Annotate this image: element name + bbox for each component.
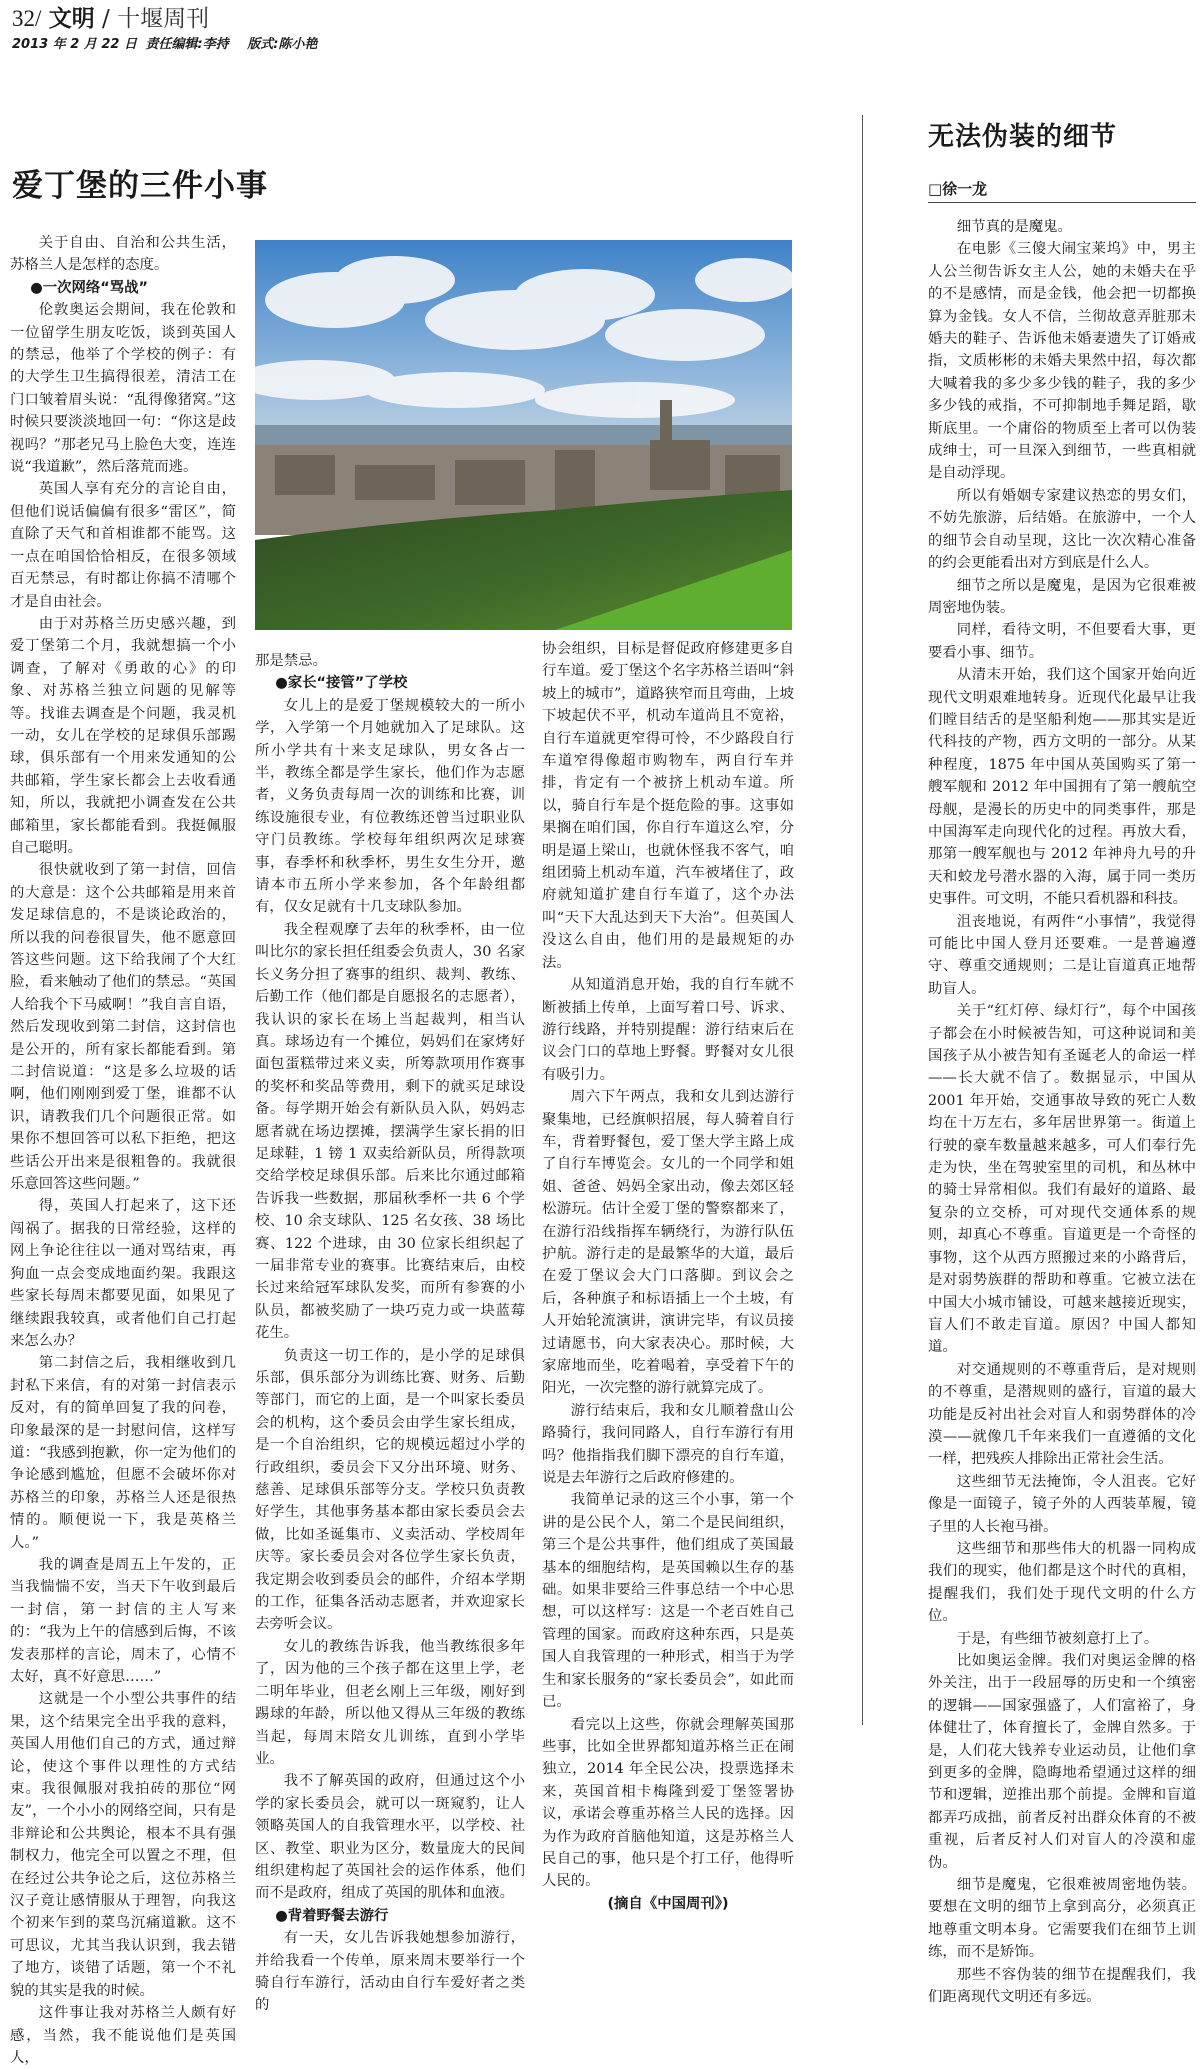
header-meta (12, 33, 321, 52)
paragraph: 负责这一切工作的，是小学的足球俱乐部，俱乐部分为训练比赛、财务、后勤等部门，而它的上面，是一个叫家长委员会的机构，这个委员会由学生家长组成，是一个自治组织，它的规模远超过小学的行政组织，委员会下又分出环境、财务、慈善、足球俱乐部等分支。学校只负责教好学生，其他事务基本都由家长委员会去做，比如圣诞集市、义卖活动、学校周年庆等。家长委员会对各位学生家长负责，我定期会收到委员会的邮件，介绍本学期的工作，征集各活动志愿者，并欢迎家长去旁听会议。 (255, 1347, 525, 1633)
issue-date: 2013 年 2 月 22 日 (12, 37, 137, 52)
layout-credit: 版式:陈小艳 (247, 37, 318, 52)
article1-column-1 (10, 232, 236, 2069)
page-number: 32/ (12, 6, 42, 31)
paragraph: 所以有婚姻专家建议热恋的男女们，不妨先旅游，后结婚。在旅游中，一个人的细节会自动呈现，这比一次次精心准备的约会更能看出对方到底是什么人。 (928, 487, 1196, 572)
paragraph: 从知道消息开始，我的自行车就不断被插上传单，上面写着口号、诉求、游行线路，并特别提醒：游行结束后在议会门口的草地上野餐。野餐对女儿很有吸引力。 (542, 977, 794, 1083)
paragraph: 很快就收到了第一封信，回信的大意是：这个公共邮箱是用来首发足球信息的，不是谈论政治的，所以我的问卷很冒失，他不愿意回答这些问题。这下给我闹了个大红脸，看来触动了他们的禁忌。“英国人给我个下马威啊！”我自言自语，然后发现收到第二封信，这封信也是公开的，所有家长都能看到。第二封信说道：“这是多么垃圾的话啊，他们刚刚到爱丁堡，谁都不认识，请教我们几个问题很正常。如果你不想回答可以私下拒绝，把这些话公开出来是很粗鲁的。我就很乐意回答这些问题。” (10, 862, 236, 1193)
paragraph: 那是禁忌。 (255, 653, 327, 669)
paragraph: 这些细节和那些伟大的机器一同构成我们的现实，他们都是这个时代的真相，提醒我们，我们处于现代文明的什么方位。 (928, 1540, 1196, 1625)
section-subheading: ●一次网络“骂战” (30, 279, 148, 296)
paragraph: 那些不容伪装的细节在提醒我们，我们距离现代文明还有多远。 (928, 1966, 1196, 2006)
paragraph: 关于自由、自治和公共生活，苏格兰人是怎样的态度。 (10, 235, 236, 274)
paragraph: 沮丧地说，有两件“小事情”，我觉得可能比中国人登月还要难。一是普遍遵守、尊重交通规则；二是让盲道真正地帮助盲人。 (928, 913, 1196, 997)
paragraph: 女儿上的是爱丁堡规模较大的一所小学，入学第一个月她就加入了足球队。这所小学共有十来支足球队，男女各占一半，教练全都是学生家长，他们作为志愿者，义务负责每周一次的训练和比赛，训练设施很专业，有位教练还曾当过职业队守门员教练。学校每年组织两次足球赛事，春季杯和秋季杯，男生女生分开，邀请本市五所小学来参加，各个年龄组都有，仅女足就有十几支球队参加。 (255, 697, 525, 916)
article1-column-3 (542, 638, 794, 1915)
page-header (12, 4, 209, 34)
paragraph: 协会组织，目标是督促政府修建更多自行车道。爱丁堡这个名字苏格兰语叫“斜坡上的城市”，道路狭窄而且弯曲，上坡下坡起伏不平，机动车道尚且不宽裕，自行车道就更窄得可怜，不少路段自行车道窄得像超市购物车，两自行车并排，肯定有一个被挤上机动车道。所以，骑自行车是个挺危险的事。这事如果搁在咱们国，你自行车道这么窄，分明是逼上梁山，也就休怪我不客气，咱组团骑上机动车道，汽车被堵住了，政府就知道扩建自行车道了，这个办法叫“天下大乱达到天下大治”。但英国人没这么自由，他们用的是最规矩的办法。 (542, 641, 794, 971)
paragraph: 有一天，女儿告诉我她想参加游行，并给我看一个传单，原来周末要举行一个骑自行车游行，活动由自行车爱好者之类的 (255, 1930, 525, 2014)
article2-body (928, 216, 1196, 2009)
sidebar-article-title: 无法伪装的细节 (928, 122, 1118, 152)
paragraph: 从清末开始，我们这个国家开始向近现代文明艰难地转身。近现代化最早让我们瞠目结舌的是坚船利炮——那其实是近代科技的产物，西方文明的一部分。从某种程度，1875 年中国从英国购买了第一艘军舰和 2012 年中国拥有了第一艘航空母舰，是漫长的历史中的同类事件，那是中国海军走向现代化的过程。再放大看，那第一艘军舰也与 2012 年神舟九号的升天和蛟龙号潜水器的入海，属于同一类历史事件。可文明，不能只看机器和科技。 (928, 667, 1196, 908)
paragraph: 第二封信之后，我相继收到几封私下来信，有的对第一封信表示反对，有的简单回复了我的问卷，印象最深的是一封慰问信，这样写道：“我感到抱歉，你一定为他们的争论感到尴尬，但愿不会破坏你对苏格兰的印象，苏格兰人还是很热情的。顺便说一下，我是英格兰人。” (10, 1355, 236, 1551)
paragraph: 细节真的是魔鬼。 (956, 219, 1072, 235)
paragraph: 对交通规则的不尊重背后，是对规则的不尊重，是潜规则的盛行，盲道的最大功能是反衬出社会对盲人和弱势群体的冷漠——就像几千年来我们一直遵循的文化一样，把残疾人排除出正常社会生活。 (928, 1361, 1196, 1468)
paragraph: 由于对苏格兰历史感兴趣，到爱丁堡第二个月，我就想搞一个小调查，了解对《勇敢的心》的印象、对苏格兰独立问题的见解等等。找谁去调查是个问题，我灵机一动，女儿在学校的足球俱乐部踢球，俱乐部有一个用来发通知的公共邮箱，学生家长都会上去收看通知，所以，我就把小调查发在公共邮箱里，家长都能看到。我挺佩服自己聪明。 (10, 615, 236, 856)
paragraph: 我的调查是周五上午发的，正当我惴惴不安，当天下午收到最后一封信，第一封信的主人写来的：“我为上午的信感到后悔，不该发表那样的言论，周末了，心情不太好，真不好意思……” (10, 1556, 236, 1685)
paragraph: 得，英国人打起来了，这下还闯祸了。据我的日常经验，这样的网上争论往往以一通对骂结束，再狗血一点会变成地面约架。我跟这些家长每周末都要见面，如果见了继续跟我较真，或者他们自己打起来怎么办？ (10, 1198, 236, 1349)
paragraph: 细节是魔鬼，它很难被周密地伪装。要想在文明的细节上拿到高分，必须真正地尊重文明本身。它需要我们在细节上训练，而不是矫饰。 (928, 1877, 1196, 1961)
paragraph: 这就是一个小型公共事件的结果，这个结果完全出乎我的意料，英国人用他们自己的方式，通过辩论，使这个事件以理性的方式结束。我很佩服对我拍砖的那位“网友”，一个小小的网络空间，只有是非辩论和公共舆论，根本不具有强制权力，他完全可以置之不理，但在经过公共争论之后，这位苏格兰汉子竟让感情服从于理智，向我这个初来乍到的菜鸟沉痛道歉。这不可思议，尤其当我认识到，我去错了地方，谈错了话题，第一个不礼貌的其实是我的时候。 (10, 1691, 236, 1999)
source-credit: (摘自《中国周刊》) (607, 1895, 729, 1912)
article1-column-2 (255, 650, 525, 2017)
paragraph: 我简单记录的这三个小事，第一个讲的是公民个人，第二个是民间组织，第三个是公共事件，他们组成了英国最基本的细胞结构，是英国赖以生存的基础。如果非要给三件事总结一个中心思想，可以这样写：这是一个老百姓自己管理的国家。而政府这种东西，只是英国人自我管理的一种形式，相当于为学生和家长服务的“家长委员会”，如此而已。 (542, 1492, 794, 1711)
section-name: 文明 (48, 5, 95, 32)
paragraph: 这件事让我对苏格兰人颇有好感，当然，我不能说他们是英国人， (10, 2005, 236, 2066)
section-subheading: ●背着野餐去游行 (275, 1907, 389, 1924)
edinburgh-cityscape-photo (255, 240, 792, 630)
section-subheading: ●家长“接管”了学校 (275, 675, 408, 692)
paragraph: 同样，看待文明，不但要看大事，更要看小事、细节。 (928, 622, 1196, 661)
paragraph: 看完以上这些，你就会理解英国那些事，比如全世界都知道苏格兰正在闹独立，2014 年全民公决，投票选择未来，英国首相卡梅隆到爱丁堡签署协议，承诺会尊重苏格兰人民的选择。因为作为政府首脑他知道，这是苏格兰人民自己的事，他只是个打工仔，他得听人民的。 (542, 1716, 794, 1890)
paragraph: 在电影《三傻大闹宝莱坞》中，男主人公兰彻告诉女主人公，她的未婚夫在乎的不是感情，而是金钱，他会把一切都换算为金钱。女人不信，兰彻故意弄脏那未婚夫的鞋子、告诉他未婚妻遗失了订婚戒指，文质彬彬的未婚夫果然中招，每次都大喊着我的多少多少钱的鞋子，我的多少多少钱的戒指，不可抑制地手舞足蹈，歇斯底里。一个庸俗的物质至上者可以伪装成绅士，可一旦深入到细节，一些真相就是自动浮现。 (928, 241, 1196, 482)
paragraph: 我全程观摩了去年的秋季杯，由一位叫比尔的家长担任组委会负责人，30 名家长义务分担了赛事的组织、裁判、教练、后勤工作（他们都是自愿报名的志愿者），我认识的家长在场上当起裁判，相当认真。球场边有一个摊位，妈妈们在家烤好面包蛋糕带过来义卖，所筹款项用作赛事的奖杯和奖品等费用，剩下的就买足球设备。每学期开始会有新队员入队，妈妈志愿者就在场边摆摊，摆满学生家长捐的旧足球鞋，1 镑 1 双卖给新队员，所得款项交给学校足球俱乐部。后来比尔通过邮箱告诉我一些数据，那届秋季杯一共 6 个学校、10 余支球队、125 名女孩、38 场比赛、122 个进球，由 30 位家长组织起了一届非常专业的赛事。比赛结束后，由校长过来给冠军球队发奖，而所有参赛的小队员，都被奖励了一块巧克力或一块蓝莓花生。 (255, 921, 525, 1342)
paragraph: 女儿的教练告诉我，他当教练很多年了，因为他的三个孩子都在这里上学，老二明年毕业，但老幺刚上三年级，刚好到踢球的年龄，所以他又得从三年级的教练当起，每周末陪女儿训练，直到小学毕业。 (255, 1638, 525, 1767)
paragraph: 细节之所以是魔鬼，是因为它很难被周密地伪装。 (928, 577, 1196, 616)
publication-name: 十堰周刊 (117, 6, 210, 32)
column-divider (862, 115, 863, 1725)
paragraph: 英国人享有充分的言论自由，但他们说话偏偏有很多“雷区”，简直除了天气和首相谁都不能骂。这一点在咱国恰恰相反，在很多领域百无禁忌，有时都让你搞不清哪个才是自由社会。 (10, 481, 236, 610)
paragraph: 比如奥运金牌。我们对奥运金牌的格外关注，出于一段屈辱的历史和一个缜密的逻辑——国家强盛了，人们富裕了，身体健壮了，体育擅长了，金牌自然多。于是，人们花大钱养专业运动员，让他们拿到更多的金牌，隐晦地希望通过这样的细节和逻辑，逆推出那个前提。金牌和盲道都弄巧成拙，前者反衬出群众体育的不被重视，后者反衬人们对盲人的冷漠和虚伪。 (928, 1653, 1196, 1871)
paragraph: 周六下午两点，我和女儿到达游行聚集地，已经旗帜招展，每人骑着自行车，背着野餐包，爱丁堡大学主路上成了自行车博览会。女儿的一个同学和姐姐、爸爸、妈妈全家出动，像去郊区轻松游玩。估计全爱丁堡的警察都来了，在游行沿线指挥车辆绕行，为游行队伍护航。游行走的是最繁华的大道，最后在爱丁堡议会大门口落脚。到议会之后，各种旗子和标语插上一个土坡，有人开始轮流演讲，演讲完毕，有议员接过请愿书，向大家表决心。那时候，大家席地而坐，吃着喝着，享受着下午的阳光，一次完整的游行就算完成了。 (542, 1089, 794, 1397)
paragraph: 伦敦奥运会期间，我在伦敦和一位留学生朋友吃饭，谈到英国人的禁忌，他举了个学校的例子：有的大学生卫生搞得很差，清洁工在门口皱着眉头说：“乱得像猪窝。”这时候只要淡淡地回一句：“你这是歧视吗？”那老兄马上脸色大变，连连说“我道歉”，然后落荒而逃。 (10, 302, 236, 476)
paragraph: 这些细节无法掩饰，令人沮丧。它好像是一面镜子，镜子外的人西装革履，镜子里的人长袍马褂。 (928, 1473, 1196, 1535)
header-separator: / (102, 6, 110, 32)
paragraph: 游行结束后，我和女儿顺着盘山公路骑行，我问同路人，自行车游行有用吗？他指指我们脚下漂亮的自行车道，说是去年游行之后政府修建的。 (542, 1402, 794, 1487)
paragraph: 关于“红灯停、绿灯行”，每个中国孩子都会在小时候被告知，可这种说词和美国孩子从小被告知有圣诞老人的命运一样——长大就不信了。数据显示，中国从 2001 年开始，交通事故导致的死亡人数均在十万左右，多年居世界第一。街道上行驶的豪车数量越来越多，可人们奉行先走为快，坐在驾驶室里的司机，和丛林中的骑士异常相似。我们有最好的道路、最复杂的立交桥，可对现代交通体系的规则，却真心不尊重。盲道更是一个奇怪的事物，这个从西方照搬过来的小路背后，是对弱势族群的帮助和尊重。它被立法在中国大小城市铺设，可越来越接近现实，盲人们不敢走盲道。原因？中国人都知道。 (928, 1003, 1196, 1356)
author-byline: □徐一龙 (928, 178, 1196, 203)
editor-credit: 责任编辑:李持 (145, 37, 229, 52)
paragraph: 我不了解英国的政府，但通过这个小学的家长委员会，就可以一斑窥豹，让人领略英国人的自我管理水平，以学校、社区、教堂、职业为区分，数量庞大的民间组织建构起了英国社会的运作体系，他们而不是政府，组成了英国的肌体和血液。 (255, 1773, 525, 1902)
paragraph: 于是，有些细节被刻意打上了。 (956, 1630, 1159, 1647)
article-title: 爱丁堡的三件小事 (12, 168, 268, 204)
